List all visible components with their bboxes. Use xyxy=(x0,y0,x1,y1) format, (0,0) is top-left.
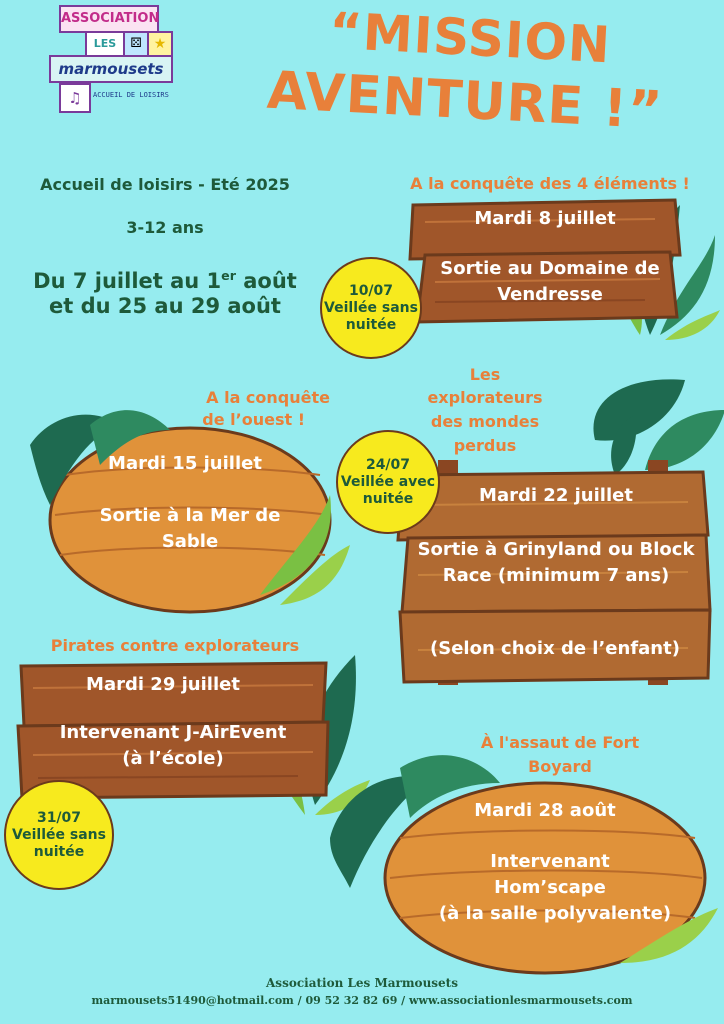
event-5-desc-3: (à la salle polyvalente) xyxy=(438,903,672,924)
event-3-theme-4: perdus xyxy=(453,436,517,455)
event-3-theme-3: des mondes xyxy=(430,412,540,431)
badge-3-line1: Veillée sans xyxy=(12,826,106,843)
badge-3-line2: nuitée xyxy=(33,843,85,860)
event-5-theme-1: À l'assaut de Fort xyxy=(480,733,640,752)
dates-line-1 xyxy=(10,262,320,295)
badge-2-date: 24/07 xyxy=(365,456,411,473)
badge-3-date: 31/07 xyxy=(36,809,82,826)
badge-3 xyxy=(4,780,114,890)
event-3-theme-1: Les xyxy=(469,365,501,384)
star-box xyxy=(147,31,173,57)
ages-label: 3-12 ans xyxy=(126,218,204,237)
logo-accueil: ACCUEIL DE LOISIRS xyxy=(93,91,169,99)
footer-org: Association Les Marmousets xyxy=(266,976,458,990)
event-5-desc-2: Hom’scape xyxy=(494,877,606,898)
logo xyxy=(55,5,175,115)
dates-line-1-b: août xyxy=(235,269,297,293)
music-box xyxy=(59,83,91,113)
event-2-theme-1: A la conquête xyxy=(206,388,330,407)
logo-les: LES xyxy=(93,37,117,50)
event-1-desc: Sortie au Domaine de Vendresse xyxy=(440,258,660,305)
badge-2-line1: Veillée avec xyxy=(340,473,436,490)
event-4-desc-2: (à l’école) xyxy=(122,748,224,769)
event-1-date: Mardi 8 juillet xyxy=(474,208,616,229)
logo-marmousets: marmousets xyxy=(58,60,164,78)
logo-association: ASSOCIATION xyxy=(61,11,160,26)
event-1-theme: A la conquête des 4 éléments ! xyxy=(410,174,690,193)
dice-box xyxy=(123,31,149,57)
badge-2 xyxy=(336,430,440,534)
dates-line-1-a: Du 7 juillet au 1 xyxy=(33,269,222,293)
event-3-theme-2: explorateurs xyxy=(427,388,543,407)
footer-contact: marmousets51490@hotmail.com / 09 52 32 82 69 / www.associationlesmarmousets.com xyxy=(91,994,633,1007)
event-3-date: Mardi 22 juillet xyxy=(479,485,633,506)
badge-2-line2: nuitée xyxy=(362,490,414,507)
logo-les-box xyxy=(85,31,125,57)
event-3-desc: Sortie à Grinyland ou Block Race (minimum 7 ans) xyxy=(417,539,695,586)
badge-1-date: 10/07 xyxy=(348,282,394,299)
event-2-theme-2: de l’ouest ! xyxy=(202,410,305,429)
badge-1 xyxy=(320,257,422,359)
badge-1-line2: nuitée xyxy=(345,316,397,333)
event-5-date: Mardi 28 août xyxy=(474,800,616,821)
event-4-theme: Pirates contre explorateurs xyxy=(50,636,300,655)
badge-1-line1: Veillée sans xyxy=(324,299,418,316)
event-5-theme-2: Boyard xyxy=(528,757,592,776)
logo-association-box xyxy=(59,5,159,33)
star-icon: ★ xyxy=(153,36,167,52)
title-line-2: AVENTURE !” xyxy=(265,60,665,142)
event-3-note: (Selon choix de l’enfant) xyxy=(430,638,680,659)
event-4-date: Mardi 29 juillet xyxy=(86,674,240,695)
title-line-1: “MISSION xyxy=(327,1,613,75)
event-5-desc-1: Intervenant xyxy=(490,851,610,872)
event-4-desc-1: Intervenant J-AirEvent xyxy=(59,722,287,743)
music-notes-icon: ♫ xyxy=(68,89,82,107)
event-2-date: Mardi 15 juillet xyxy=(108,453,262,474)
season-label: Accueil de loisirs - Eté 2025 xyxy=(40,175,290,194)
logo-marmousets-box xyxy=(49,55,173,83)
dates-line-2: et du 25 au 29 août xyxy=(49,294,281,318)
event-2-desc: Sortie à la Mer de Sable xyxy=(99,505,281,552)
dice-icon: ⚄ xyxy=(130,36,142,51)
dates-sup: er xyxy=(221,268,236,283)
